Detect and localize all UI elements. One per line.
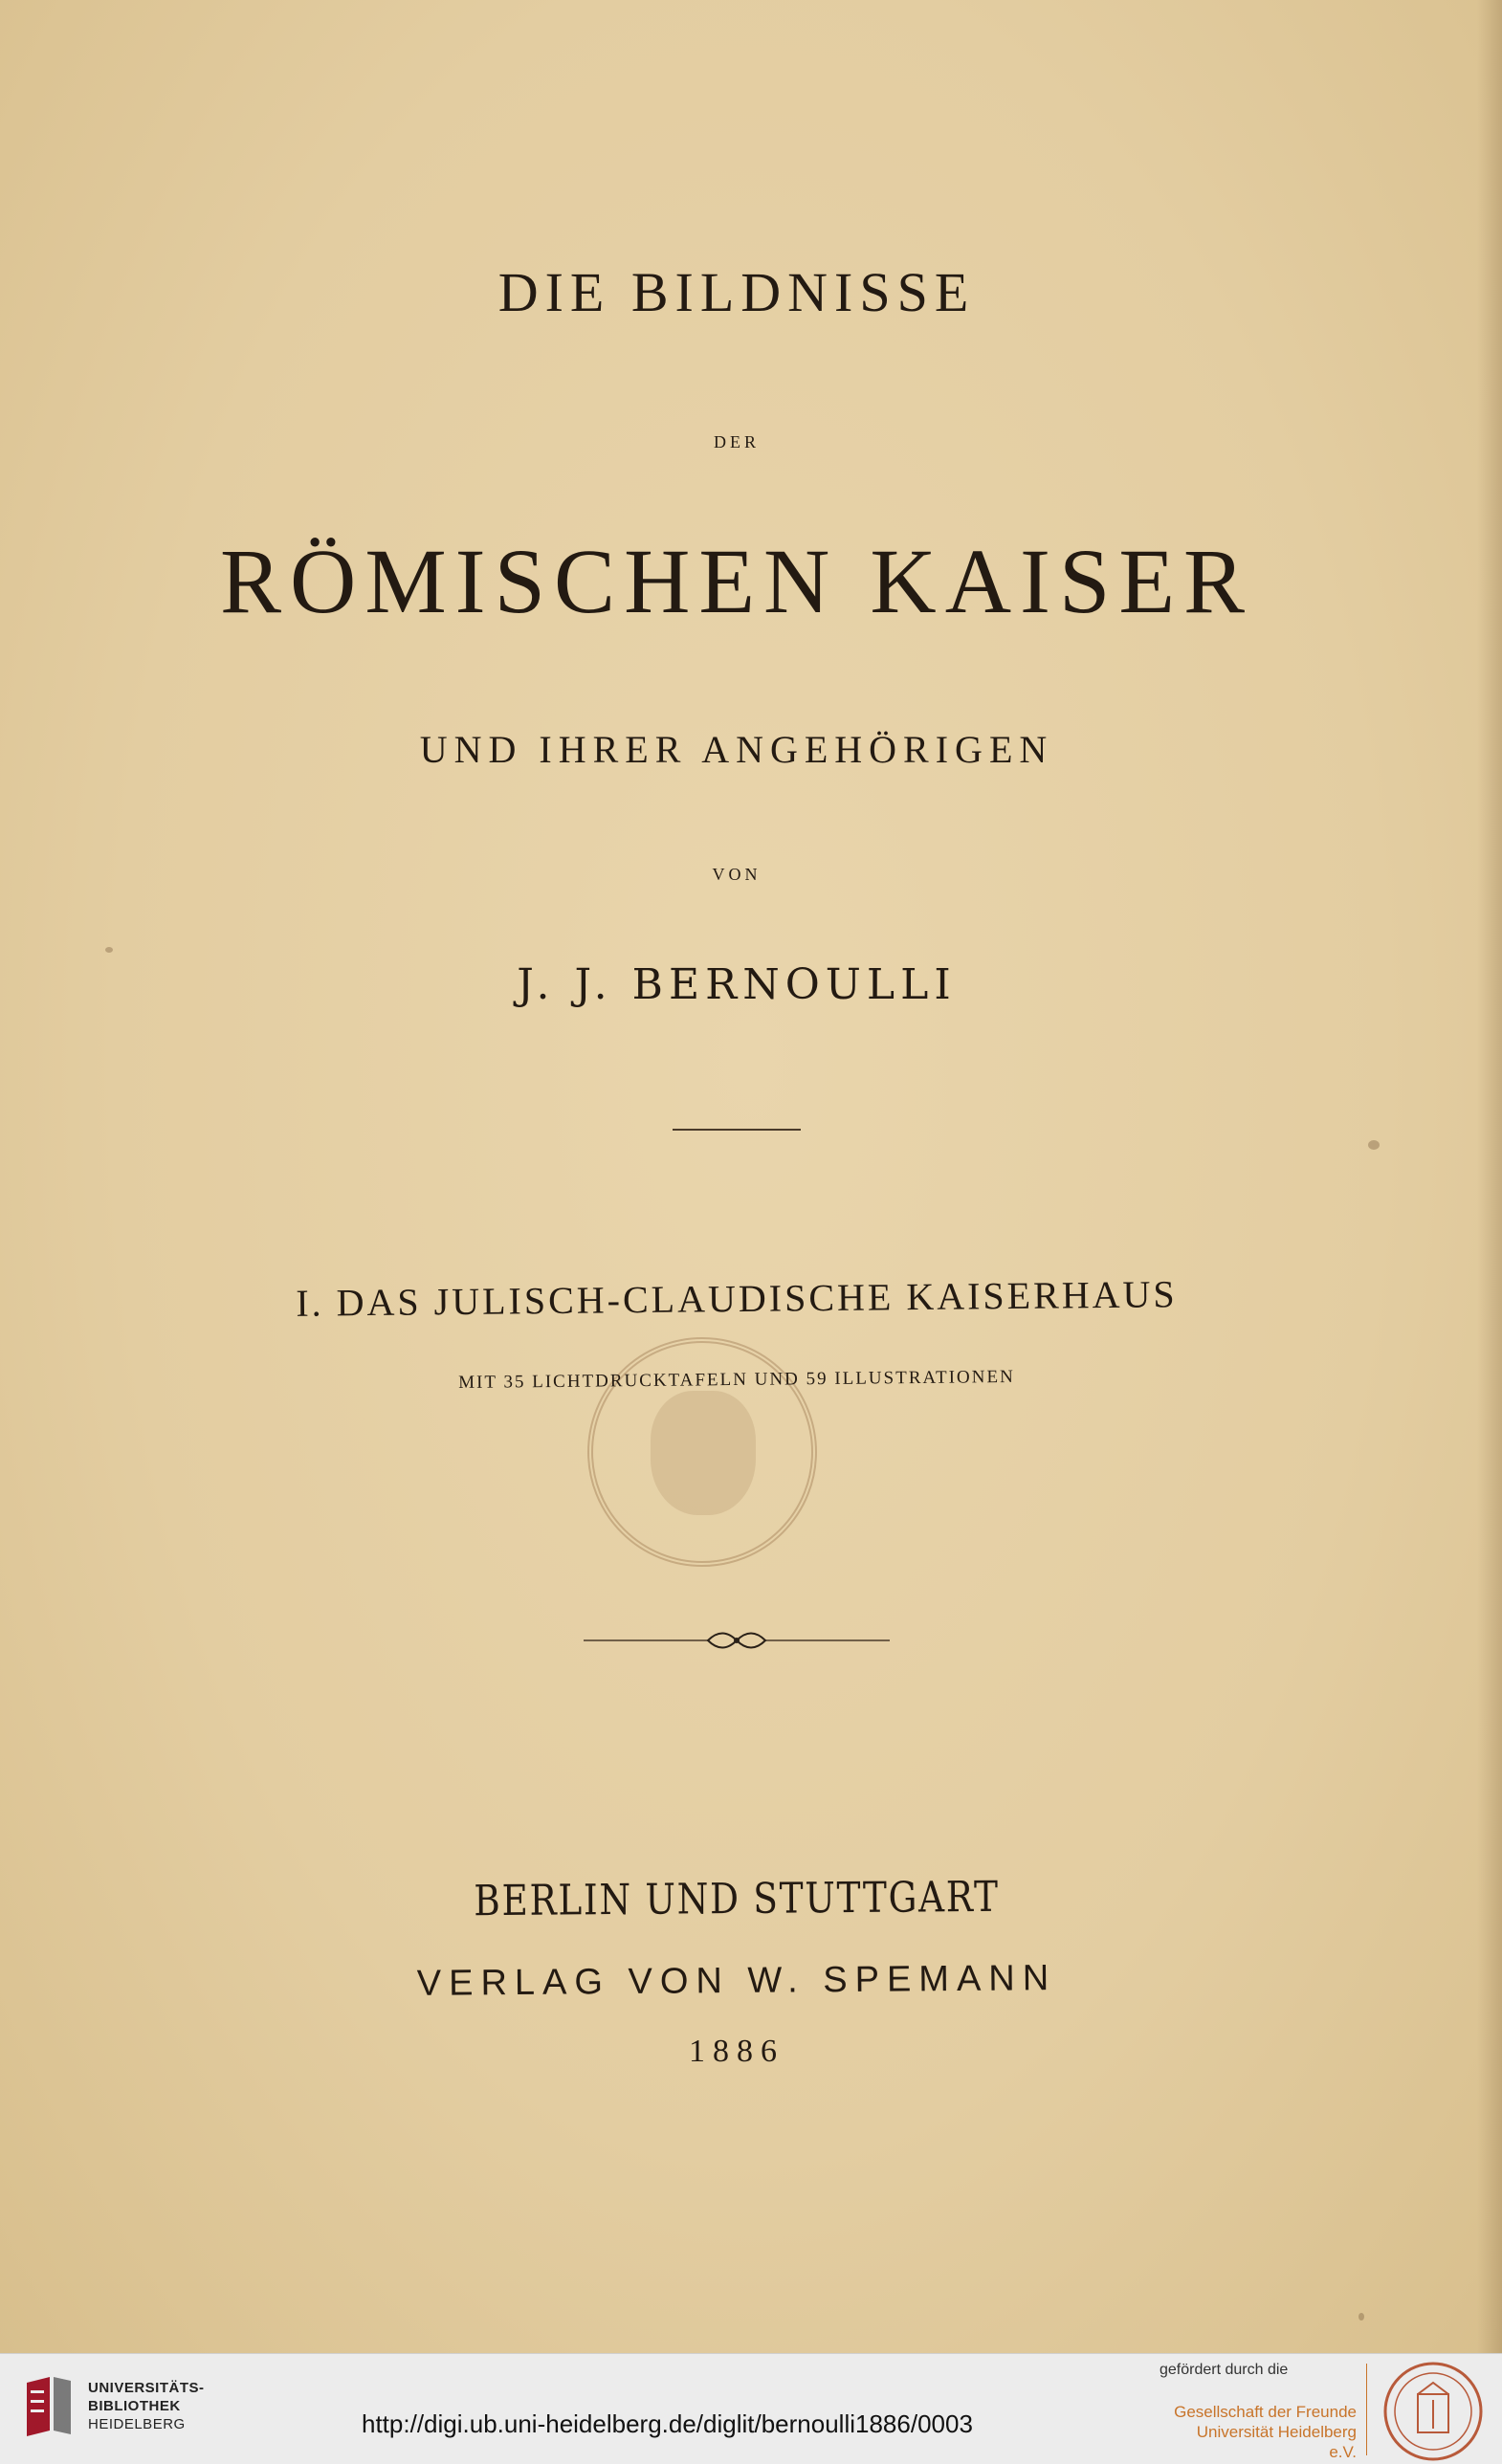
- library-name: [88, 2379, 205, 2433]
- funded-by-label: gefördert durch die: [1160, 2362, 1289, 2378]
- paper-spot: [1368, 1140, 1380, 1150]
- publication-city: BERLIN UND STUTTGART: [474, 1872, 1000, 1926]
- paper-spot: [105, 947, 113, 953]
- sponsor-name: [1169, 2402, 1357, 2462]
- connector-der: DER: [714, 432, 760, 451]
- library-name-line: HEIDELBERG: [88, 2416, 186, 2432]
- subtitle: UND IHRER ANGEHÖRIGEN: [419, 728, 1054, 771]
- library-logo-icon: [21, 2373, 75, 2442]
- sponsor-name-line: Universität Heidelberg e.V.: [1196, 2423, 1357, 2461]
- sponsor-name-line: Gesellschaft der Freunde: [1174, 2403, 1357, 2421]
- author: J. J. BERNOULLI: [517, 960, 957, 1009]
- ornament-divider: [584, 1626, 890, 1655]
- permalink-url[interactable]: http://digi.ub.uni-heidelberg.de/diglit/bernoulli1886/0003: [362, 2409, 973, 2438]
- publisher: VERLAG VON W. SPEMANN: [416, 1958, 1057, 2004]
- connector-von: VON: [712, 865, 762, 884]
- paper-spot: [1358, 2313, 1364, 2321]
- title-line-2: RÖMISCHEN KAISER: [219, 530, 1254, 632]
- publication-year: 1886: [689, 2034, 784, 2069]
- plates-note: MIT 35 LICHTDRUCKTAFELN UND 59 ILLUSTRATIONEN: [458, 1366, 1015, 1394]
- divider-rule: [673, 1129, 801, 1131]
- library-name-line: BIBLIOTHEK: [88, 2398, 181, 2414]
- university-seal-icon: [1383, 2362, 1483, 2461]
- library-name-line: UNIVERSITÄTS-: [88, 2380, 205, 2396]
- volume-title: I. DAS JULISCH-CLAUDISCHE KAISERHAUS: [296, 1272, 1178, 1325]
- footer-divider: [1366, 2364, 1367, 2455]
- footer-bar: [0, 2353, 1502, 2464]
- title-line-1: DIE BILDNISSE: [497, 261, 976, 323]
